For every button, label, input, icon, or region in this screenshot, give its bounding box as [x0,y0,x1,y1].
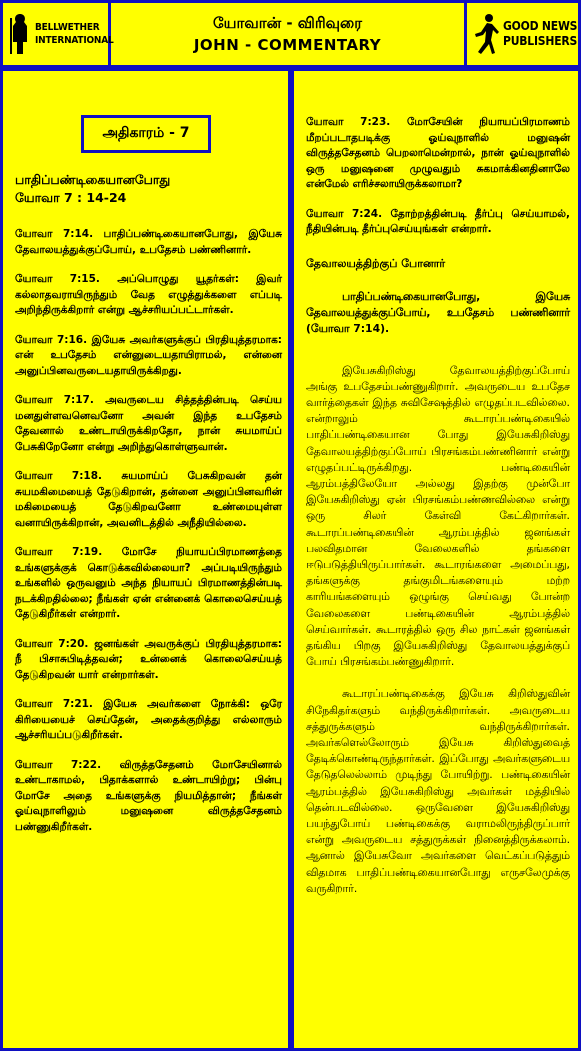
bellwether-logo [3,3,114,65]
verse-7-24: யோவா 7:24. தோற்றத்தின்படி தீர்ப்பு செய்யாமல், நீதியின்படி தீர்ப்புசெய்யுங்கள் என்றார். [306,207,570,235]
title-tamil: யோவான் - விரிவுரை [213,14,362,32]
runner-icon [473,12,499,56]
verse-7-15: யோவா 7:15. அப்பொழுது யூதர்கள்: இவர் கல்லாதவராயிருந்தும் வேத எழுத்துக்களை எப்படி அறிந்திருக்கிறார் என்று ஆச்சரியப்பட்டார்கள். [15,273,282,316]
section-subtitle [15,171,282,207]
left-column [0,68,291,1051]
section-title: தேவாலயத்திற்குப் போனார் [306,256,446,270]
right-logo-line2: PUBLISHERS [503,34,578,48]
verse-7-22: யோவா 7:22. விருத்தசேதனம் மோசேயினால் உண்டாகாமல், பிதாக்களால் உண்டாயிற்று; பின்பு மோசே அதை உங்களுக்கு நியமித்தான்; நீங்கள் ஓய்வுநாளிலும் மனுஷனை விருத்தசேதனம் பண்ணுகிறீர்கள். [15,758,282,833]
left-logo-line2: INTERNATIONAL [35,35,114,46]
verse-7-20: யோவா 7:20. ஜனங்கள் அவருக்குப் பிரதியுத்தரமாக: நீ பிசாசுபிடித்தவன்; உன்னைக் கொலைசெய்யத் தேடுகிறவன் யார் என்றார்கள். [15,637,282,681]
verse-7-17: யோவா 7:17. அவருடைய சித்தத்தின்படி செய்ய மனதுள்ளவனெவனோ அவன் இந்த உபதேசம் தேவனால் உண்டாயிருக்கிறதோ, நான் சுயமாய்ப் பேசுகிறேனோ என்று அறிந்துகொள்ளுவான். [15,394,282,453]
lead-verse: பாதிப்பண்டிகையானபோது, இயேசு தேவாலயத்துக்குப்போய், உபதேசம் பண்ணினார் (யோவா 7:14). [306,289,570,335]
right-logo-line1: GOOD NEWS [503,19,578,33]
commentary-paragraph: கூடாரப்பண்டிகைக்கு இயேசு கிறிஸ்துவின் சிநேகிதர்களும் வந்திருக்கிறார்கள். அவருடைய சத்துருக்களும் வந்திருக்கிறார்கள். அவர்களெல்லோரும் இயேசு கிறிஸ்துவைத் தேடிக்கொண்டிருந்தார்கள். இப்போது அவர்களுடைய தேடுதலெல்லாம் முடிந்து போயிற்று. பண்டிகையின் ஆரம்பத்தில் இயேசுகிறிஸ்து அவர்கள் மத்தியில் தென்படவில்லை. ஒருவேளை இயேசுகிறிஸ்து பயந்துபோய் பண்டிகைக்கு வராமலிருந்திருப்பார் என்று அவருடைய சத்துருக்கள் நினைத்திருக்கலாம். ஆனால் இயேசுவோ அவர்களை வெட்கப்படுத்தும் விதமாக பாதிப்பண்டிகையானபோது எருசலேமுக்கு வருகிறார். [306,687,570,895]
shepherd-icon [9,12,31,56]
right-column [291,68,581,1051]
commentary-paragraph: இயேசுகிறிஸ்து தேவாலயத்திற்குப்போய் அங்கு உபதேசம்பண்ணுகிறார். அவருடைய உபதேச வார்த்தைகள் இந்த சுவிசேஷத்தில் எழுதப்படவில்லை. என்றாலும் கூடாரப்பண்டிகையில் பாதிப்பண்டிகையான போது இயேசுகிறிஸ்து தேவாலயத்திற்குப்போய் பிரசங்கம்பண்ணினார் என்று எழுதப்பட்டிருக்கிறது. பண்டிகையின் ஆரம்பத்திலேயோ அல்லது இதற்கு முன்போ இயேசுகிறிஸ்து ஏன் பிரசங்கம்பண்ணவில்லை என்று ஒரு சிலர் கேள்வி கேட்கிறார்கள். கூடாரப்பண்டிகையின் ஆரம்பத்தில் ஜனங்கள் பலவிதமான வேலைகளில் தங்களை ஈடுபடுத்தியிருப்பார்கள். கூடாரங்களை அமைப்பது, தங்களுக்கு தங்குமிடங்களையும் மற்ற காரியங்களையும் ஒழுங்கு செய்வது போன்ற வேலைகளை பண்டிகையின் ஆரம்பத்தில் செய்வார்கள். கூடாரத்தில் ஒரு சில நாட்கள் ஜனங்கள் தங்கிய பிறகு இயேசுகிறிஸ்து தேவாலயத்துக்குப் போய் பிரசங்கம்பண்ணுகிறார். [306,363,570,669]
chapter-heading: அதிகாரம் - 7 [81,115,211,153]
left-logo-line1: BELLWETHER [35,22,100,33]
header [0,0,581,68]
verse-7-18: யோவா 7:18. சுயமாய்ப் பேசுகிறவன் தன் சுயமகிமையைத் தேடுகிறான், தன்னை அனுப்பினவரின் மகிமையைத் தேடுகிறவனோ உண்மையுள்ள வனாயிருக்கிறான், அவனிடத்தில் அநீதியில்லை. [15,470,282,529]
page-title [111,3,464,65]
verse-7-19: யோவா 7:19. மோசே நியாயப்பிரமாணத்தை உங்களுக்குக் கொடுக்கவில்லையா? அப்படியிருந்தும் உங்களில் ஒருவனும் அந்த நியாயப் பிரமாணத்தின்படி நடக்கிறதில்லை; நீங்கள் ஏன் என்னைக் கொலைசெய்யத் தேடுகிறீர்கள் என்றார். [15,546,282,620]
verse-7-23: யோவா 7:23. மோசேயின் நியாயப்பிரமாணம் மீறப்படாதபடிக்கு ஓய்வுநாளில் மனுஷன் விருத்தசேதனம் பெறலாமென்றால், நான் ஓய்வுநாளில் ஒரு மனுஷனை முழுவதும் சுகமாக்கினதினாலே என்மேல் எரிச்சலாயிருக்கலாமா? [306,116,570,190]
verse-7-16: யோவா 7:16. இயேசு அவர்களுக்குப் பிரதியுத்தரமாக: என் உபதேசம் என்னுடையதாயிராமல், என்னை அனுப்பினவருடையதாயிருக்கிறது. [15,333,282,377]
subtitle-line2: யோவா 7 : 14-24 [15,190,127,205]
good-news-logo [464,3,578,65]
subtitle-line1: பாதிப்பண்டிகையானபோது [15,172,171,187]
verse-7-21: யோவா 7:21. இயேசு அவர்களை நோக்கி: ஒரே கிரியையைச் செய்தேன், அதைக்குறித்து எல்லாரும் ஆச்சரியப்படுகிறீர்கள். [15,698,282,741]
verse-7-14: யோவா 7:14. பாதிப்பண்டிகையானபோது, இயேசு தேவாலயத்துக்குப்போய், உபதேசம் பண்ணினார். [15,228,282,256]
title-english: JOHN - COMMENTARY [193,36,382,54]
